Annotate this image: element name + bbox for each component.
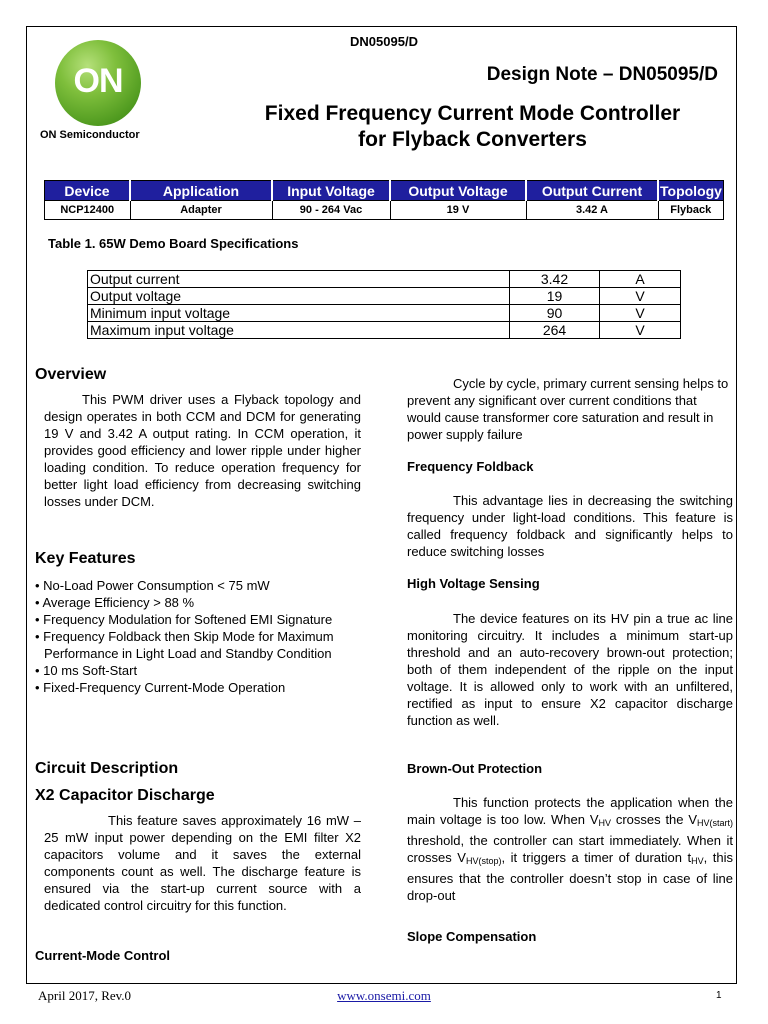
list-item: • Frequency Foldback then Skip Mode for Maximum Performance in Light Load and Standby Condition [35,629,334,661]
list-item: • Frequency Modulation for Softened EMI Signature [35,612,333,627]
brown-out-text-part: threshold, the controller can start immediately. When it crosses V [407,833,733,865]
subscript: HV(stop) [465,856,502,866]
x2-discharge-heading: X2 Capacitor Discharge [35,787,215,804]
row-unit: A [600,271,681,288]
spec-cell: 90 - 264 Vac [272,201,390,220]
row-value: 19 [510,288,600,305]
on-semi-logo [55,40,141,126]
key-features-list [35,577,355,696]
spec-table-header [45,181,724,201]
spec-table [44,180,724,220]
cycle-text: Cycle by cycle, primary current sensing helps to prevent any significant over current conditions that would cause transformer core saturation and result in power supply failure [407,376,729,442]
spec-cell: 3.42 A [526,201,658,220]
row-value: 3.42 [510,271,600,288]
title-line-2: for Flyback Converters [358,128,587,151]
overview-text: This PWM driver uses a Flyback topology and design operates in both CCM and DCM for generating 19 V and 3.42 A output rating. In CCM operation, it provides good efficiency and lower ripple under higher loading condition. To reduce operation frequency for better light load efficiency from decreasing switching losses under DCM. [44,392,361,509]
row-value: 90 [510,305,600,322]
subscript: HV(start) [697,818,733,828]
row-label: Maximum input voltage [88,322,510,339]
brown-out-text-part: , this ensures that the controller doesn’t stop in case of line drop-out [407,850,733,903]
spec-header-cell: Output Voltage [390,181,526,201]
spec-header-cell: Topology [658,181,724,201]
list-item: • 10 ms Soft-Start [35,663,138,678]
page-title [200,101,745,153]
spec-header-cell: Device [45,181,131,201]
brown-out-text-part: , it triggers a timer of duration t [501,850,692,865]
overview-heading: Overview [35,366,107,383]
row-label: Output voltage [88,288,510,305]
spec-header-cell: Output Current [526,181,658,201]
row-unit: V [600,288,681,305]
footer-date: April 2017, Rev.0 [38,988,132,1003]
board-spec-table [87,270,681,339]
brown-out-text-part: This function protects the application when the main voltage is too low. When V [407,795,733,827]
company-name: ON Semiconductor [40,129,140,141]
list-item: • No-Load Power Consumption < 75 mW [35,578,270,593]
frequency-foldback-heading: Frequency Foldback [407,459,534,474]
spec-cell: Adapter [130,201,272,220]
row-value: 264 [510,322,600,339]
current-mode-heading: Current-Mode Control [35,948,171,963]
spec-table-row [45,201,724,220]
frequency-foldback-text: This advantage lies in decreasing the switching frequency under light-load conditions. This feature is called frequency foldback and significantly helps to reduce switching losses [407,493,733,559]
row-unit: V [600,305,681,322]
x2-discharge-text: This feature saves approximately 16 mW – 25 mW input power depending on the EMI filter X2 capacitors volume and it saves the external components count as well. The discharge feature is ensured via the start-up current source with a dedicated control circuitry for this function. [44,813,361,913]
hv-sensing-text: The device features on its HV pin a true ac line monitoring circuitry. It includes a minimum start-up threshold and an auto-recovery brown-out protection; both of them independent of the ripple on the input voltage. It is allowed only to work with an unfiltered, rectified as input to ensure X2 capacitor discharge function as well. [407,611,733,728]
logo-text: ON [73,62,123,100]
slope-compensation-heading: Slope Compensation [407,929,537,944]
table-row [88,305,681,322]
spec-cell: NCP12400 [45,201,131,220]
table-row [88,271,681,288]
row-label: Minimum input voltage [88,305,510,322]
spec-cell: Flyback [658,201,724,220]
list-item: • Fixed-Frequency Current-Mode Operation [35,680,286,695]
doc-id: DN05095/D [350,34,418,49]
spec-header-cell: Application [130,181,272,201]
table-row [88,288,681,305]
row-unit: V [600,322,681,339]
list-item: • Average Efficiency > 88 % [35,595,195,610]
brown-out-text-part: crosses the V [611,812,697,827]
table-caption: Table 1. 65W Demo Board Specifications [48,236,299,251]
key-features-heading: Key Features [35,550,136,567]
footer-link[interactable]: www.onsemi.com [337,988,431,1003]
subscript: HV [598,818,612,828]
spec-header-cell: Input Voltage [272,181,390,201]
design-note-label: Design Note – DN05095/D [486,64,718,85]
brown-out-heading: Brown-Out Protection [407,761,543,776]
hv-sensing-heading: High Voltage Sensing [407,576,540,591]
circuit-description-heading: Circuit Description [35,760,179,777]
spec-cell: 19 V [390,201,526,220]
table-row [88,322,681,339]
subscript: HV [691,856,704,866]
brown-out-text [407,794,733,904]
title-line-1: Fixed Frequency Current Mode Controller [264,102,681,125]
row-label: Output current [88,271,510,288]
page-number: 1 [716,990,722,1001]
